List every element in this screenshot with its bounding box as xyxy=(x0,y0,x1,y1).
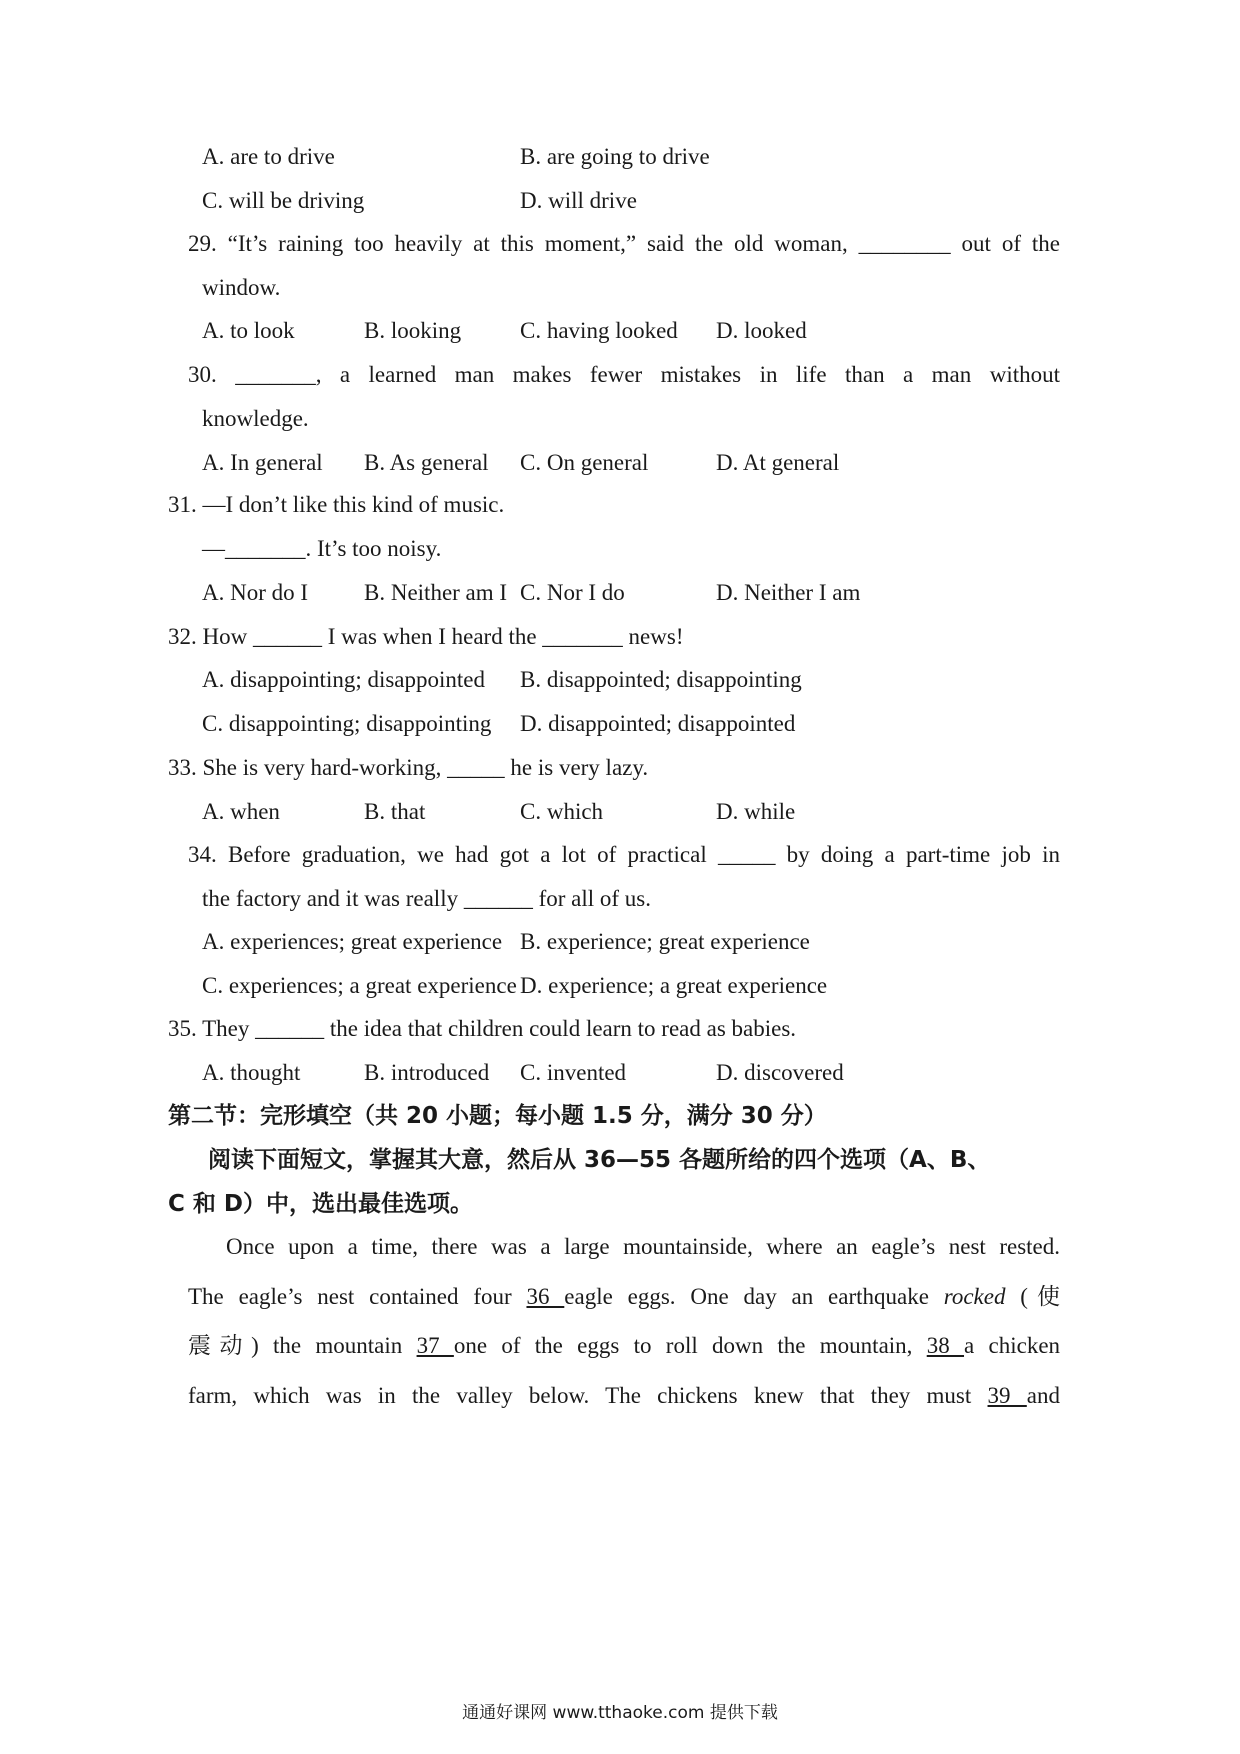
q29-option-c: C. having looked xyxy=(520,318,678,343)
blank-37: 37 xyxy=(416,1333,454,1358)
q34-option-b: B. experience; great experience xyxy=(520,929,810,954)
q32-option-d: D. disappointed; disappointed xyxy=(520,711,796,736)
passage-line-1 xyxy=(188,1222,1060,1272)
q35-option-c: C. invented xyxy=(520,1060,627,1085)
q35-option-b: B. introduced xyxy=(364,1060,490,1085)
q30-option-c: C. On general xyxy=(520,450,649,475)
q33-option-a: A. when xyxy=(202,799,280,824)
q34-option-a: A. experiences; great experience xyxy=(202,929,503,954)
q31-option-b: B. Neither am I xyxy=(364,580,508,605)
blank-39: 39 xyxy=(987,1382,1027,1408)
section2-heading: 第二节：完形填空（共 20 小题；每小题 1.5 分，满分 30 分） xyxy=(168,1103,827,1129)
q29-stem-line-1: 29. “It’s raining too heavily at this moment,” said the old woman, ________ out of the xyxy=(188,231,1060,256)
q33-option-d: D. while xyxy=(716,799,796,824)
passage-line-2 xyxy=(188,1272,1060,1322)
passage-text: farm, which was in the valley below. The chickens knew that they must xyxy=(188,1382,988,1408)
q28-option-d: D. will drive xyxy=(520,188,637,213)
q30-option-d: D. At general xyxy=(716,450,840,475)
q35-stem: 35. They ______ the idea that children could learn to read as babies. xyxy=(168,1016,797,1041)
q32-option-a: A. disappointing; disappointed xyxy=(202,667,486,692)
q30-stem-line-2: knowledge. xyxy=(202,406,309,431)
q34-stem-line-1: 34. Before graduation, we had got a lot of practical _____ by doing a part-time job in xyxy=(188,842,1060,867)
q28-option-b: B. are going to drive xyxy=(520,144,710,169)
q34-stem-line-2: the factory and it was really ______ for all of us. xyxy=(202,886,652,911)
passage-text: and xyxy=(1026,1382,1061,1408)
q30-stem-line-1: 30. _______, a learned man makes fewer mistakes in life than a man without xyxy=(188,362,1060,387)
q33-option-b: B. that xyxy=(364,799,426,824)
passage-text: eagle eggs. One day an earthquake xyxy=(564,1283,944,1309)
q30-option-b: B. As general xyxy=(364,450,489,475)
q31-stem-line-2: —_______. It’s too noisy. xyxy=(202,536,442,561)
passage-text: (使 xyxy=(1005,1283,1061,1309)
q32-stem: 32. How ______ I was when I heard the _______ news! xyxy=(168,624,684,649)
passage-text: The eagle’s nest contained four xyxy=(188,1283,527,1309)
passage-line-4 xyxy=(188,1371,1060,1421)
q31-option-a: A. Nor do I xyxy=(202,580,309,605)
section2-instruction-line-2: C 和 D）中，选出最佳选项。 xyxy=(168,1191,473,1217)
q31-option-c: C. Nor I do xyxy=(520,580,625,605)
q35-option-d: D. discovered xyxy=(716,1060,844,1085)
q31-option-d: D. Neither I am xyxy=(716,580,861,605)
q31-stem-line-1: 31. —I don’t like this kind of music. xyxy=(168,492,505,517)
q29-option-a: A. to look xyxy=(202,318,295,343)
passage-text: Once upon a time, there was a large mountainside, where an eagle’s nest rested. xyxy=(226,1234,1060,1259)
q33-option-c: C. which xyxy=(520,799,604,824)
q32-option-b: B. disappointed; disappointing xyxy=(520,667,802,692)
passage-text: a chicken xyxy=(964,1333,1061,1358)
passage-text: one of the eggs to roll down the mountain, xyxy=(453,1333,927,1358)
passage-text: 震动) the mountain xyxy=(188,1333,417,1358)
q30-option-a: A. In general xyxy=(202,450,323,475)
blank-38: 38 xyxy=(926,1333,965,1358)
q33-stem: 33. She is very hard-working, _____ he is very lazy. xyxy=(168,755,649,780)
page-footer: 通通好课网 www.tthaoke.com 提供下载 xyxy=(462,1703,778,1723)
q32-option-c: C. disappointing; disappointing xyxy=(202,711,492,736)
q34-option-c: C. experiences; a great experience xyxy=(202,973,517,998)
q35-option-a: A. thought xyxy=(202,1060,301,1085)
passage-line-3 xyxy=(188,1321,1060,1371)
passage-italic-word: rocked xyxy=(943,1283,1006,1309)
blank-36: 36 xyxy=(526,1283,565,1309)
cloze-passage xyxy=(188,1222,1060,1420)
q29-stem-line-2: window. xyxy=(202,275,281,300)
q29-option-d: D. looked xyxy=(716,318,807,343)
q28-option-a: A. are to drive xyxy=(202,144,335,169)
q28-option-c: C. will be driving xyxy=(202,188,365,213)
q34-option-d: D. experience; a great experience xyxy=(520,973,828,998)
q29-option-b: B. looking xyxy=(364,318,462,343)
section2-instruction-line-1: 阅读下面短文，掌握其大意，然后从 36—55 各题所给的四个选项（A、B、 xyxy=(208,1147,991,1173)
